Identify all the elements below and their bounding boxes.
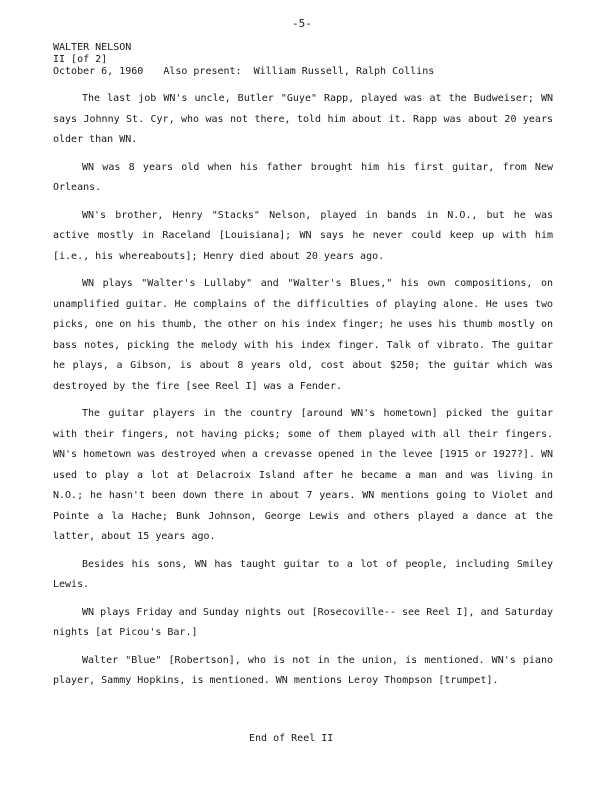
page-number: -5-: [292, 17, 312, 30]
paragraph: Walter "Blue" [Robertson], who is not in the union, is mentioned. WN's piano player, Sammy Hopkins, is mentioned. WN mentions Leroy Thompson [trumpet].: [53, 654, 553, 686]
paragraph: WN plays Friday and Sunday nights out [Rosecoville-- see Reel I], and Saturday nights [at Picou's Bar.]: [53, 606, 553, 638]
reel-label: II [of 2]: [53, 54, 108, 65]
paragraph: WN's brother, Henry "Stacks" Nelson, played in bands in N.O., but he was active mostly in Raceland [Louisiana]; WN says he never could keep up with him [i.e., his whereabouts]; Henry died about 20 years ago.: [53, 209, 553, 262]
interview-date: October 6, 1960: [53, 66, 144, 77]
paragraph: WN plays "Walter's Lullaby" and "Walter's Blues," his own compositions, on unamplified guitar. He complains of the difficulties of playing alone. He uses two picks, one on his thumb, the other on his index finger; he uses his thumb mostly on bass notes, picking the melody with his index finger. Talk of vibrato. The guitar he plays, a Gibson, is about 8 years old, cost about $250; the guitar which was destroyed by the fire [see Reel I] was a Fender.: [53, 278, 553, 392]
paragraph: WN was 8 years old when his father brought him his first guitar, from New Orleans.: [53, 161, 553, 193]
end-of-reel: End of Reel II: [249, 733, 334, 744]
paragraph: Besides his sons, WN has taught guitar to a lot of people, including Smiley Lewis.: [53, 558, 553, 590]
subject-name: WALTER NELSON: [53, 42, 132, 53]
paragraph: The guitar players in the country [around WN's hometown] picked the guitar with their fingers, not having picks; some of them played with all their fingers. WN's hometown was destroyed when a crevasse opened in the levee [1915 or 1927?]. WN used to play a lot at Delacroix Island after he became a man and was living in N.O.; he hasn't been down there in about 7 years. WN mentions going to Violet and Pointe a la Hache; Bunk Johnson, George Lewis and others played a dance at the latter, about 15 years ago.: [53, 408, 553, 542]
transcript-body: [53, 89, 553, 699]
date-line: [53, 66, 434, 78]
document-header: [53, 42, 434, 78]
paragraph: The last job WN's uncle, Butler "Guye" Rapp, played was at the Budweiser; WN says Johnny St. Cyr, who was not there, told him about it. Rapp was about 20 years older than WN.: [53, 93, 553, 145]
also-present: Also present: William Russell, Ralph Collins: [163, 66, 435, 77]
